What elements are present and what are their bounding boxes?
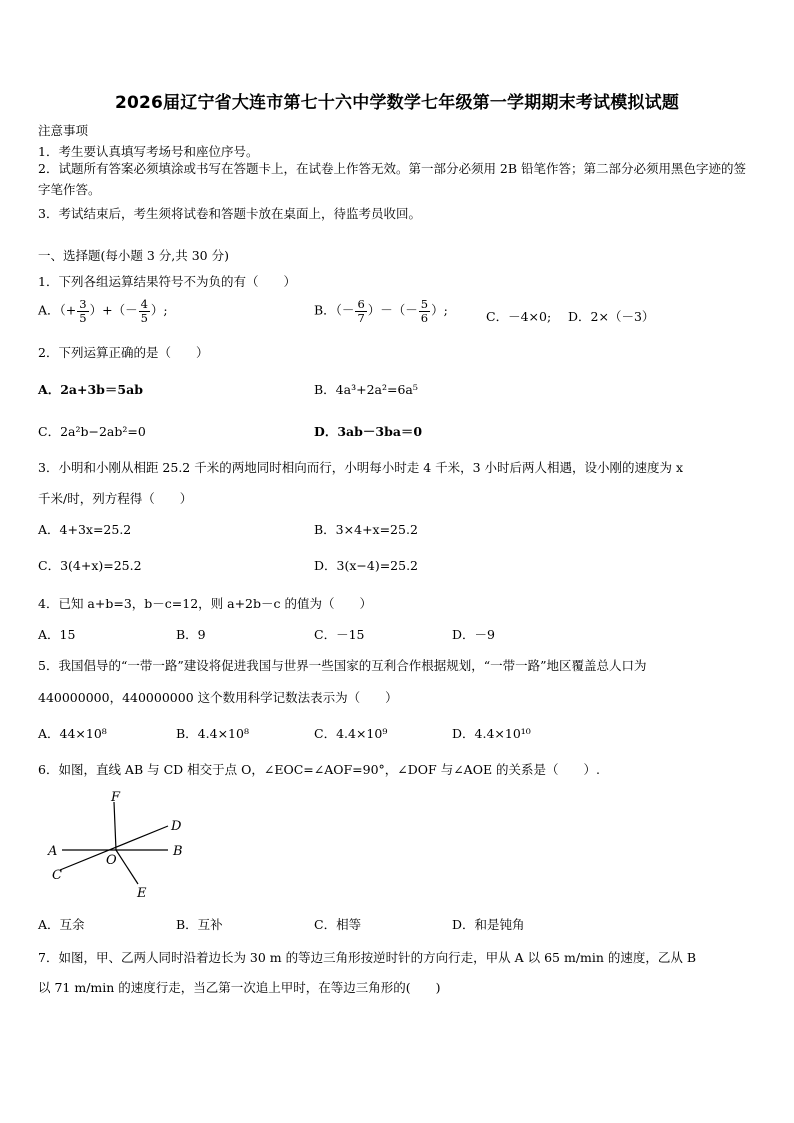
q5-option-c: C．4.4×10⁹ [314, 726, 388, 741]
q1-b-frac2: $\frac{5}{6}$ [420, 297, 429, 325]
q2-stem: 2．下列运算正确的是（ ） [38, 345, 209, 360]
label-d: D [171, 819, 182, 834]
q6-option-c: C．相等 [314, 917, 362, 932]
q6-option-d: D．和是钝角 [452, 917, 525, 932]
q4-option-b: B．9 [176, 627, 206, 642]
notice-item-2: 2．试题所有答案必须填涂或书写在答题卡上，在试卷上作答无效。第一部分必须用 2B 铅笔作答；第二部分必须用黑色字迹的签字笔作答。 [38, 161, 747, 197]
notice-item-3: 3．考试结束后，考生须将试卷和答题卡放在桌面上，待监考员收回。 [38, 206, 421, 221]
notice-item-1: 1．考生要认真填写考场号和座位序号。 [38, 144, 259, 159]
q4-stem: 4．已知 a+b=3，b－c=12，则 a+2b－c 的值为（ ） [38, 596, 372, 611]
q7-stem-line1: 7．如图，甲、乙两人同时沿着边长为 30 m 的等边三角形按逆时针的方向行走，甲从 A 以 65 m/min 的速度，乙从 B [38, 950, 697, 965]
q3-option-b: B．3×4+x=25.2 [314, 522, 418, 537]
q5-stem-line1: 5．我国倡导的“一带一路”建设将促进我国与世界一些国家的互利合作根据规划，“一带一路”地区覆盖总人口为 [38, 658, 647, 673]
q6-figure [40, 788, 200, 900]
q1-a-suffix: ）; [150, 302, 168, 318]
label-e: E [137, 886, 147, 900]
q1-b-suffix: ）; [431, 302, 448, 318]
q1-option-a [38, 298, 168, 324]
label-a: A [48, 844, 58, 859]
q2-option-d: D．3ab－3ba＝0 [314, 424, 423, 439]
q1-a-prefix: A．（+ [38, 302, 77, 318]
q1-a-frac2: $\frac{4}{5}$ [140, 297, 148, 325]
q1-b-frac1: $\frac{6}{7}$ [357, 297, 365, 325]
q5-option-a: A．44×10⁸ [38, 726, 107, 741]
q5-option-d: D．4.4×10¹⁰ [452, 726, 531, 741]
q3-stem-line2: 千米/时，列方程得（ ） [38, 491, 193, 506]
page-title: 2026届辽宁省大连市第七十六中学数学七年级第一学期期末考试模拟试题 [114, 93, 680, 113]
q3-option-c: C．3(4+x)=25.2 [38, 558, 142, 573]
q1-b-prefix: B．（－ [314, 302, 355, 318]
q7-stem-line2: 以 71 m/min 的速度行走，当乙第一次追上甲时，在等边三角形的( ) [38, 980, 441, 995]
q3-option-a: A．4+3x=25.2 [38, 522, 132, 537]
q3-option-d: D．3(x−4)=25.2 [314, 558, 419, 573]
q2-option-a: A．2a+3b＝5ab [38, 382, 143, 397]
label-o: O [106, 853, 117, 868]
q5-stem-line2: 440000000，440000000 这个数用科学记数法表示为（ ） [38, 690, 398, 705]
q1-a-frac1: $\frac{3}{5}$ [79, 297, 87, 325]
q6-option-a: A．互余 [38, 917, 85, 932]
q1-b-mid: ）－（－ [367, 302, 418, 318]
label-c: C [52, 868, 62, 883]
q4-option-c: C．－15 [314, 627, 365, 642]
q4-option-a: A．15 [38, 627, 76, 642]
label-b: B [173, 844, 183, 859]
q6-option-b: B．互补 [176, 917, 223, 932]
section-heading: 一、选择题(每小题 3 分,共 30 分) [38, 248, 229, 263]
q5-option-b: B．4.4×10⁸ [176, 726, 249, 741]
q1-option-b [314, 298, 448, 324]
q1-option-d: D．2×（－3） [568, 309, 655, 324]
ray-of [114, 802, 116, 850]
q1-option-c: C．－4×0; [486, 309, 552, 324]
q2-option-b: B．4a³+2a²=6a⁵ [314, 382, 418, 397]
label-f: F [111, 790, 121, 805]
q4-option-d: D．－9 [452, 627, 495, 642]
q6-stem: 6．如图，直线 AB 与 CD 相交于点 O，∠EOC=∠AOF=90°，∠DOF 与∠AOE 的关系是（ ）. [38, 762, 601, 777]
q1-a-mid: ）+（－ [89, 302, 138, 318]
q3-stem-line1: 3．小明和小刚从相距 25.2 千米的两地同时相向而行，小明每小时走 4 千米，3 小时后两人相遇，设小刚的速度为 x [38, 460, 684, 475]
ray-oe [116, 850, 138, 884]
q2-option-c: C．2a²b−2ab²=0 [38, 424, 146, 439]
notice-heading: 注意事项 [38, 123, 89, 138]
q1-stem: 1．下列各组运算结果符号不为负的有（ ） [38, 274, 296, 289]
